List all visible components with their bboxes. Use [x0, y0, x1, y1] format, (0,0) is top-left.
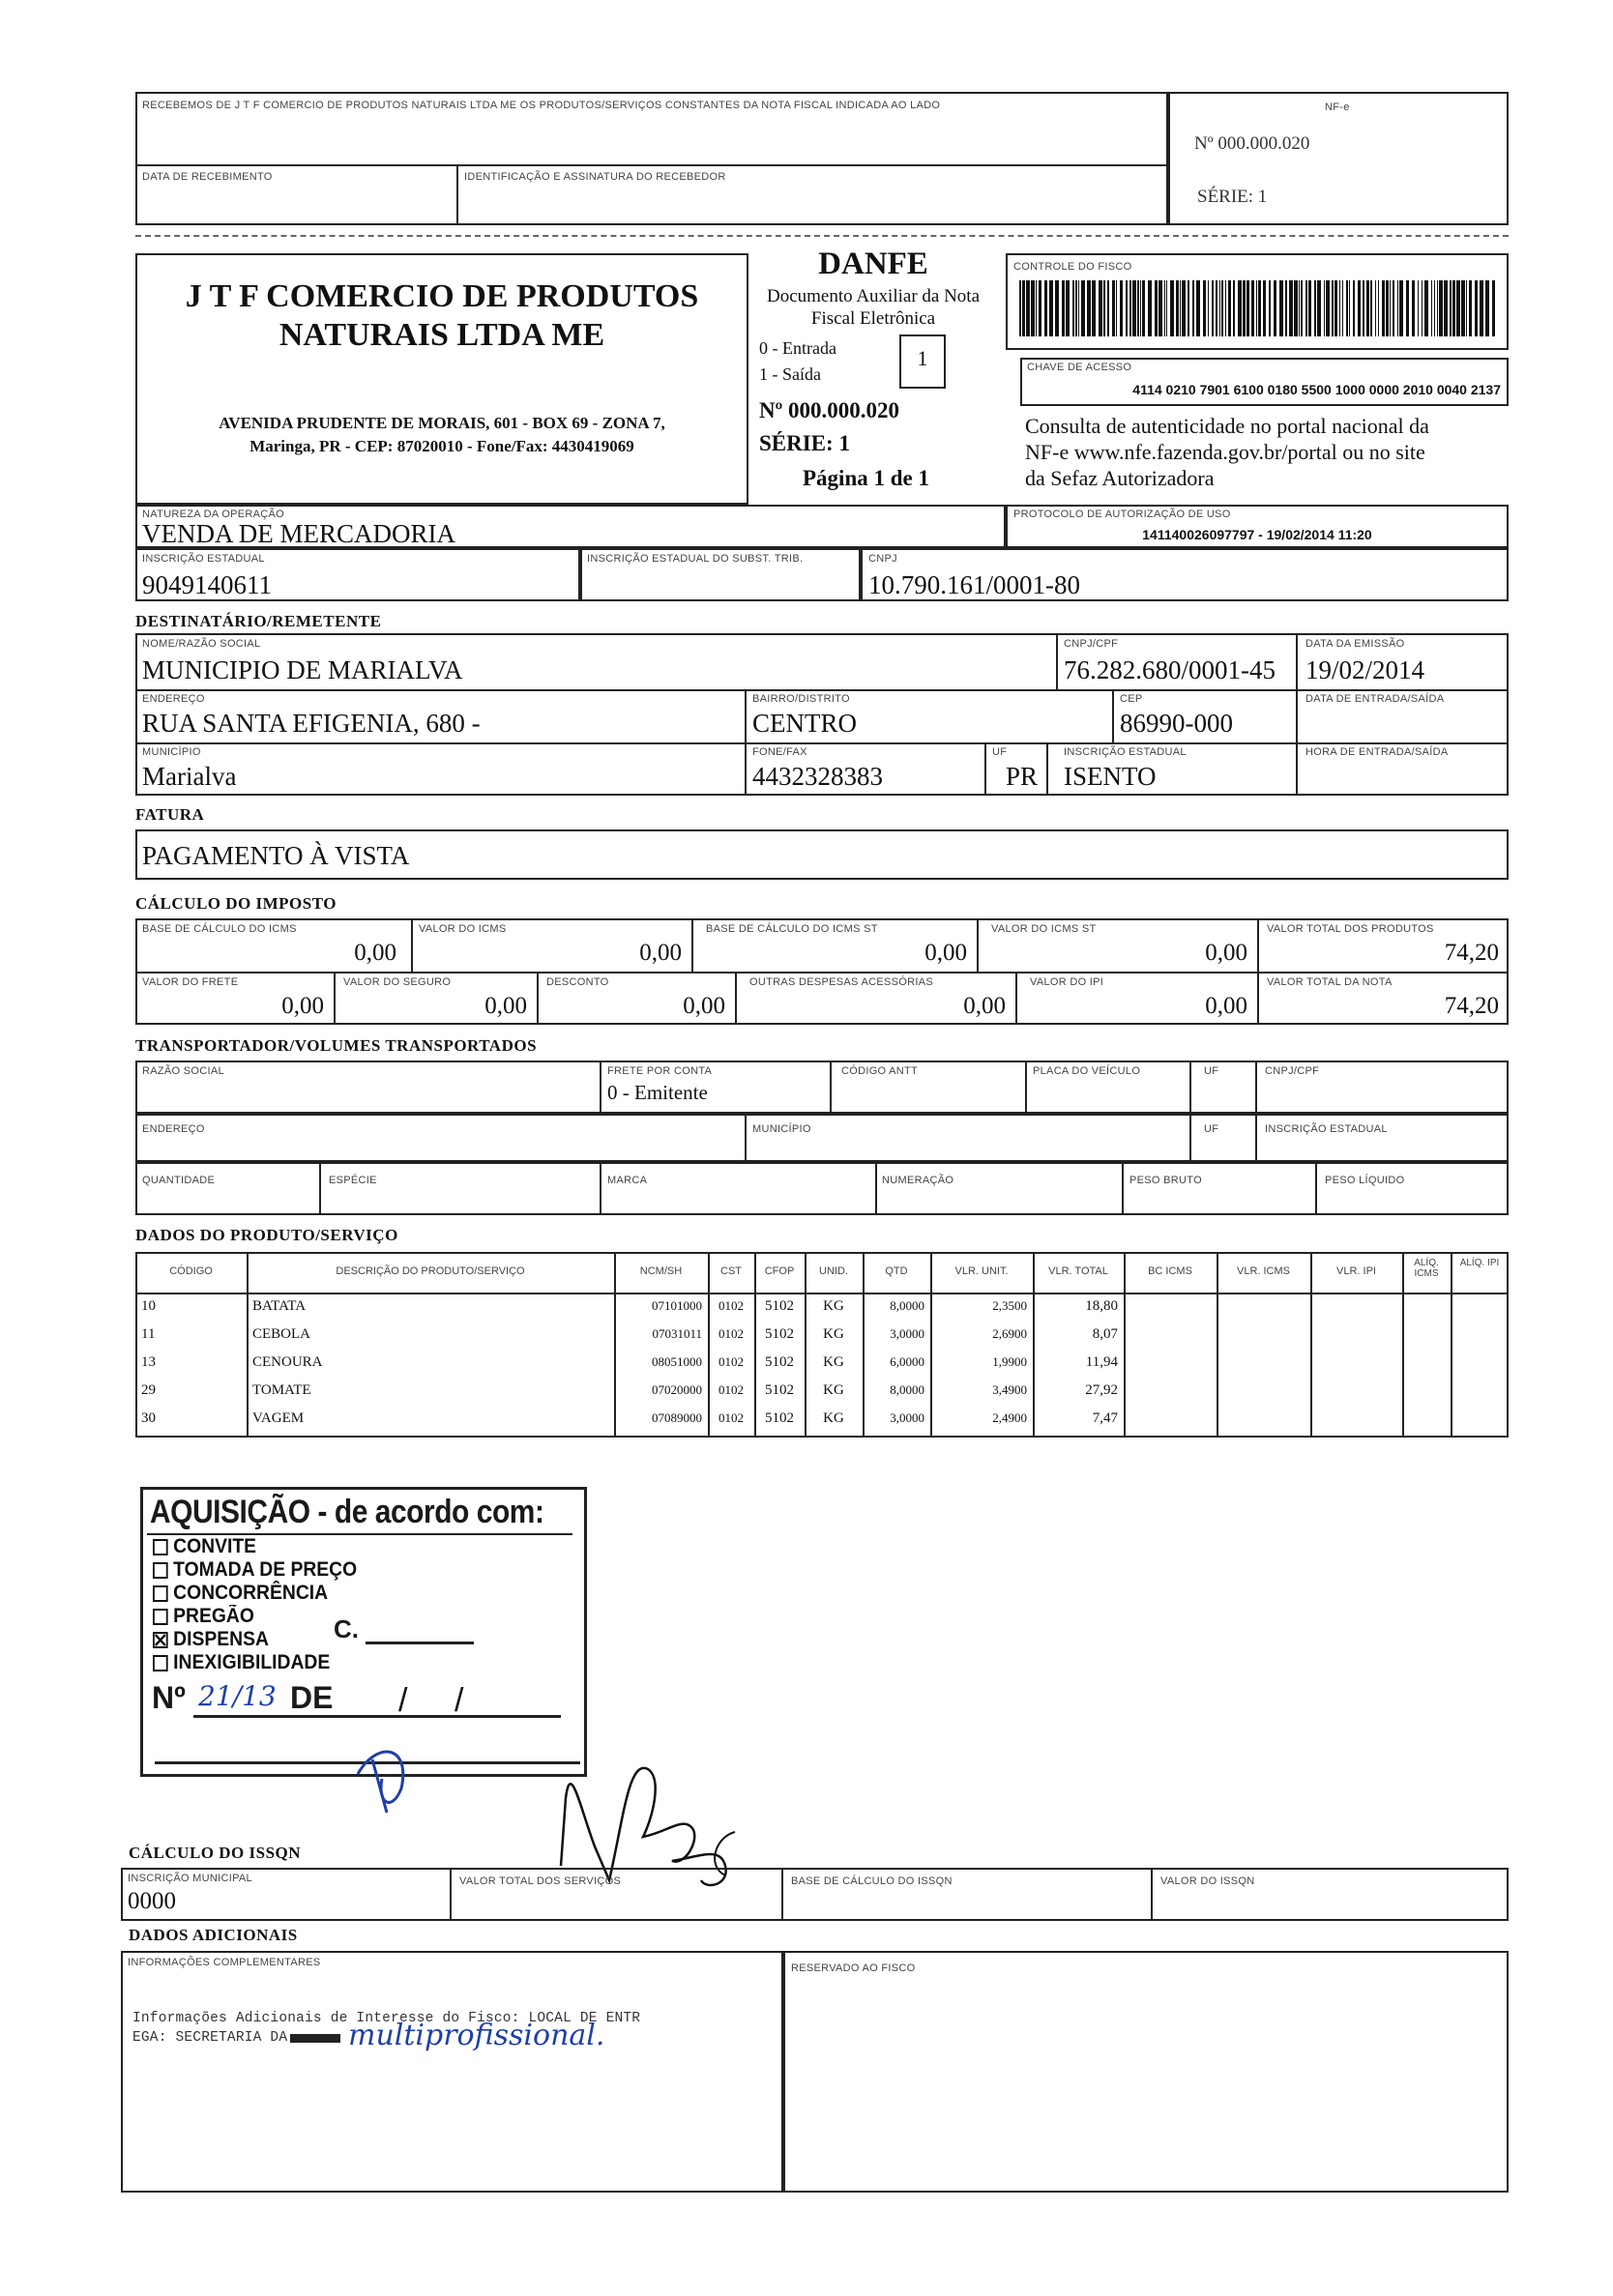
other-value: 0,00 — [963, 993, 1006, 1019]
invoice-section-title: FATURA — [135, 805, 205, 824]
transport-r3-div2 — [600, 1162, 601, 1215]
product-cell-unit: KG — [823, 1354, 844, 1370]
product-cell-ncm: 07020000 — [652, 1382, 702, 1397]
transport-uf2-label: UF — [1204, 1123, 1219, 1135]
danfe-saida: 1 - Saída — [759, 364, 821, 384]
stamp-option — [153, 1628, 357, 1651]
recipient-col-divider-a — [1056, 633, 1058, 689]
products-col-divider — [930, 1252, 932, 1438]
product-cell-desc: TOMATE — [252, 1382, 311, 1398]
stamp-slash-2: / — [455, 1682, 464, 1719]
products-col-divider — [1033, 1252, 1035, 1438]
stamp-option — [153, 1558, 357, 1582]
access-key-label: CHAVE DE ACESSO — [1027, 362, 1132, 373]
stamp-option — [153, 1582, 357, 1605]
recipient-section-title: DESTINATÁRIO/REMETENTE — [135, 612, 382, 630]
products-header-cell: UNID. — [819, 1265, 848, 1277]
checkbox-icon — [153, 1632, 168, 1648]
checkbox-icon — [153, 1655, 168, 1671]
transport-qty-label: QUANTIDADE — [142, 1175, 216, 1186]
recipient-cep-label: CEP — [1120, 693, 1143, 705]
recipient-ie-value: ISENTO — [1064, 762, 1157, 791]
issqn-section-title: CÁLCULO DO ISSQN — [129, 1844, 302, 1862]
transport-r1-div4 — [1189, 1061, 1191, 1114]
checkbox-icon — [153, 1585, 168, 1602]
checkbox-icon — [153, 1539, 168, 1555]
product-cell-desc: BATATA — [252, 1298, 307, 1314]
danfe-page: Página 1 de 1 — [803, 466, 929, 490]
checkbox-icon — [153, 1609, 168, 1625]
product-cell-code: 11 — [141, 1326, 156, 1342]
products-section-title: DADOS DO PRODUTO/SERVIÇO — [135, 1226, 398, 1244]
products-header-divider — [135, 1293, 1509, 1294]
entry-time-label: HORA DE ENTRADA/SAÍDA — [1305, 746, 1449, 758]
receipt-declaration: RECEBEMOS DE J T F COMERCIO DE PRODUTOS NATURAIS LTDA ME OS PRODUTOS/SERVIÇOS CONSTANTES DA NOTA FISCAL INDICADA AO LADO — [142, 100, 941, 111]
consult-line3: da Sefaz Autorizadora — [1025, 466, 1215, 490]
products-col-divider — [614, 1252, 616, 1438]
stamp-number-handwritten: 21/13 — [198, 1680, 277, 1712]
ipi-value: 0,00 — [1205, 993, 1247, 1019]
products-col-divider — [863, 1252, 865, 1438]
products-header-cell: ALÍQ. ICMS — [1414, 1258, 1439, 1279]
base-icms-value: 0,00 — [354, 940, 396, 966]
product-cell-desc: CENOURA — [252, 1354, 323, 1370]
product-cell-cst: 0102 — [719, 1326, 744, 1341]
recipient-city-value: Marialva — [142, 762, 237, 791]
icms-value: 0,00 — [639, 940, 682, 966]
product-cell-unit: KG — [823, 1326, 844, 1342]
product-cell-cst: 0102 — [719, 1382, 744, 1397]
danfe-number: Nº 000.000.020 — [759, 398, 899, 422]
icms-label: VALOR DO ICMS — [419, 923, 507, 935]
transport-brand-label: MARCA — [607, 1175, 648, 1186]
transport-r2-div3 — [1255, 1114, 1257, 1162]
receipt-signature-label: IDENTIFICAÇÃO E ASSINATURA DO RECEBEDOR — [464, 171, 726, 183]
product-cell-cfop: 5102 — [765, 1410, 794, 1426]
tax-col-divider-1 — [411, 918, 413, 972]
issuer-name-line2: NATURAIS LTDA ME — [279, 317, 605, 353]
transport-r1-div5 — [1255, 1061, 1257, 1114]
product-cell-total: 18,80 — [1085, 1298, 1118, 1314]
product-cell-unit_price: 1,9900 — [992, 1354, 1027, 1369]
product-cell-cfop: 5102 — [765, 1298, 794, 1314]
danfe-title: DANFE — [818, 247, 928, 281]
checkbox-icon — [153, 1562, 168, 1579]
nature-label: NATUREZA DA OPERAÇÃO — [142, 509, 284, 520]
transport-r3-div3 — [875, 1162, 877, 1215]
ie-st-label: INSCRIÇÃO ESTADUAL DO SUBST. TRIB. — [587, 553, 804, 565]
issqn-municipal-value: 0000 — [128, 1888, 176, 1914]
recipient-cnpj-label: CNPJ/CPF — [1064, 638, 1119, 650]
recipient-col-divider-c — [745, 689, 747, 796]
product-cell-ncm: 07101000 — [652, 1298, 702, 1313]
additional-info-redaction — [290, 2034, 340, 2043]
protocol-label: PROTOCOLO DE AUTORIZAÇÃO DE USO — [1013, 509, 1231, 520]
issqn-services-label: VALOR TOTAL DOS SERVIÇOS — [459, 1875, 622, 1887]
recipient-cnpj-value: 76.282.680/0001-45 — [1064, 655, 1276, 684]
base-icms-label: BASE DE CÁLCULO DO ICMS — [142, 923, 297, 935]
stamp-option — [153, 1605, 357, 1628]
recipient-district-value: CENTRO — [752, 709, 857, 738]
recipient-address-value: RUA SANTA EFIGENIA, 680 - — [142, 709, 481, 738]
products-header-cell: ALÍQ. IPI — [1459, 1258, 1500, 1268]
products-header-cell: CFOP — [764, 1265, 795, 1277]
issqn-div2 — [781, 1868, 783, 1921]
transport-r3-div5 — [1315, 1162, 1317, 1215]
products-col-divider — [247, 1252, 249, 1438]
cnpj-value: 10.790.161/0001-80 — [868, 570, 1080, 599]
stamp-option — [153, 1535, 357, 1558]
products-col-divider — [1124, 1252, 1126, 1438]
recipient-name-label: NOME/RAZÃO SOCIAL — [142, 638, 261, 650]
issqn-div1 — [450, 1868, 452, 1921]
recipient-uf-label: UF — [992, 746, 1008, 758]
tax-row-divider — [135, 972, 1509, 974]
products-col-divider — [1310, 1252, 1312, 1438]
transport-r3-div1 — [319, 1162, 321, 1215]
products-total-label: VALOR TOTAL DOS PRODUTOS — [1267, 923, 1434, 935]
product-cell-ncm: 08051000 — [652, 1354, 702, 1369]
product-cell-code: 10 — [141, 1298, 156, 1314]
recipient-col-divider-f — [1046, 742, 1048, 796]
icms-st-label: VALOR DO ICMS ST — [991, 923, 1097, 935]
products-col-divider — [1217, 1252, 1218, 1438]
recipient-row-divider-1 — [135, 689, 1509, 691]
product-cell-unit_price: 2,4900 — [992, 1410, 1027, 1425]
product-cell-desc: VAGEM — [252, 1410, 305, 1426]
product-cell-total: 11,94 — [1085, 1354, 1118, 1370]
transport-cnpj-label: CNPJ/CPF — [1265, 1065, 1320, 1077]
transport-section-title: TRANSPORTADOR/VOLUMES TRANSPORTADOS — [135, 1036, 538, 1055]
tax-col-divider-4 — [1257, 918, 1259, 1025]
fisco-control-label: CONTROLE DO FISCO — [1013, 261, 1132, 273]
stamp-c-label: C. — [334, 1614, 359, 1643]
product-cell-unit: KG — [823, 1298, 844, 1314]
transport-company-label: RAZÃO SOCIAL — [142, 1065, 224, 1077]
stamp-option-label: CONCORRÊNCIA — [173, 1582, 329, 1604]
danfe-subtitle-line1: Documento Auxiliar da Nota — [766, 286, 981, 306]
stamp-number-prefix: Nº — [152, 1680, 186, 1715]
product-cell-cfop: 5102 — [765, 1382, 794, 1398]
danfe-subtitle-line2: Fiscal Eletrônica — [810, 308, 936, 329]
product-cell-unit_price: 2,3500 — [992, 1298, 1027, 1313]
product-cell-code: 30 — [141, 1410, 156, 1426]
products-col-divider — [1402, 1252, 1404, 1438]
product-cell-qty: 8,0000 — [890, 1382, 924, 1397]
discount-value: 0,00 — [683, 993, 725, 1019]
product-cell-unit: KG — [823, 1382, 844, 1398]
protocol-value: 141140026097797 - 19/02/2014 11:20 — [1142, 527, 1372, 542]
products-col-divider — [1451, 1252, 1452, 1438]
transport-ie-label: INSCRIÇÃO ESTADUAL — [1265, 1123, 1388, 1135]
barcode — [1015, 280, 1499, 338]
receipt-date-label: DATA DE RECEBIMENTO — [142, 171, 273, 183]
tax-col-divider-5 — [334, 972, 336, 1025]
nature-value: VENDA DE MERCADORIA — [142, 519, 455, 548]
stamp-option-label: PREGÃO — [173, 1605, 254, 1627]
transport-plate-label: PLACA DO VEÍCULO — [1033, 1065, 1141, 1077]
products-header-cell: VLR. IPI — [1336, 1265, 1376, 1277]
stamp-option-label: DISPENSA — [173, 1628, 269, 1650]
product-cell-total: 8,07 — [1092, 1326, 1118, 1342]
recipient-phone-label: FONE/FAX — [752, 746, 807, 758]
discount-label: DESCONTO — [546, 976, 609, 988]
products-header-cell: VLR. ICMS — [1236, 1265, 1290, 1277]
freight-value: 0,00 — [281, 993, 324, 1019]
transport-gross-label: PESO BRUTO — [1129, 1175, 1202, 1186]
products-col-divider — [754, 1252, 756, 1438]
additional-info-label: INFORMAÇÕES COMPLEMENTARES — [128, 1957, 321, 1968]
base-icms-st-label: BASE DE CÁLCULO DO ICMS ST — [706, 923, 878, 935]
transport-city-label: MUNICÍPIO — [752, 1123, 811, 1135]
additional-section-title: DADOS ADICIONAIS — [129, 1926, 298, 1944]
recipient-uf-value: PR — [1006, 762, 1039, 791]
receipt-nfe-label: NF-e — [1325, 102, 1350, 113]
receipt-vdivider — [456, 164, 458, 225]
ie-label: INSCRIÇÃO ESTADUAL — [142, 553, 265, 565]
consult-line2: NF-e www.nfe.fazenda.gov.br/portal ou no site — [1025, 440, 1425, 464]
product-cell-code: 29 — [141, 1382, 156, 1398]
products-header-cell: BC ICMS — [1148, 1265, 1192, 1277]
transport-uf-label: UF — [1204, 1065, 1219, 1077]
base-icms-st-value: 0,00 — [924, 940, 967, 966]
consult-line1: Consulta de autenticidade no portal nacional da — [1025, 414, 1429, 438]
transport-r1-div2 — [830, 1061, 832, 1114]
products-col-divider — [805, 1252, 806, 1438]
tax-section-title: CÁLCULO DO IMPOSTO — [135, 894, 337, 913]
insurance-value: 0,00 — [484, 993, 527, 1019]
receipt-serie: SÉRIE: 1 — [1197, 187, 1268, 207]
products-header-cell: DESCRIÇÃO DO PRODUTO/SERVIÇO — [336, 1265, 525, 1277]
products-header-cell: VLR. UNIT. — [954, 1265, 1009, 1277]
products-col-divider — [708, 1252, 710, 1438]
ipi-label: VALOR DO IPI — [1030, 976, 1104, 988]
additional-info-box — [121, 1951, 783, 2193]
product-cell-qty: 3,0000 — [890, 1326, 924, 1341]
transport-antt-label: CÓDIGO ANTT — [841, 1065, 919, 1077]
additional-info-line1: Informações Adicionais de Interesse do Fisco: LOCAL DE ENTR — [132, 2011, 641, 2026]
stamp-date-prefix: DE — [290, 1680, 334, 1715]
product-cell-unit_price: 3,4900 — [992, 1382, 1027, 1397]
product-cell-qty: 3,0000 — [890, 1410, 924, 1425]
icms-st-value: 0,00 — [1205, 940, 1247, 966]
emission-label: DATA DA EMISSÃO — [1305, 638, 1405, 650]
danfe-type-value: 1 — [917, 346, 928, 370]
transport-row2 — [135, 1114, 1509, 1162]
receipt-stub — [135, 92, 1168, 225]
issuer-name-line1: J T F COMERCIO DE PRODUTOS — [185, 278, 699, 314]
product-cell-ncm: 07089000 — [652, 1410, 702, 1425]
product-cell-cst: 0102 — [719, 1354, 744, 1369]
recipient-address-label: ENDEREÇO — [142, 693, 205, 705]
stamp-option-label: INEXIGIBILIDADE — [173, 1651, 331, 1673]
stamp-option-label: TOMADA DE PREÇO — [173, 1558, 358, 1581]
transport-r2-div1 — [745, 1114, 747, 1162]
recipient-col-divider-e — [984, 742, 986, 796]
issqn-municipal-label: INSCRIÇÃO MUNICIPAL — [128, 1873, 252, 1884]
recipient-row-divider-2 — [135, 742, 1509, 744]
products-header-cell: NCM/SH — [639, 1265, 683, 1277]
recipient-ie-label: INSCRIÇÃO ESTADUAL — [1064, 746, 1187, 758]
tax-col-divider-3 — [977, 918, 979, 972]
product-cell-total: 27,92 — [1085, 1382, 1118, 1398]
recipient-name-value: MUNICIPIO DE MARIALVA — [142, 655, 463, 684]
danfe-serie: SÉRIE: 1 — [759, 431, 850, 455]
receipt-number: Nº 000.000.020 — [1194, 133, 1310, 154]
transport-freight-value: 0 - Emitente — [607, 1081, 708, 1104]
additional-info-handwritten: multiprofissional. — [348, 2019, 605, 2052]
products-header-cell: QTD — [885, 1265, 908, 1277]
tax-col-divider-2 — [691, 918, 693, 972]
invoice-value: PAGAMENTO À VISTA — [142, 841, 410, 870]
recipient-col-divider-b — [1296, 633, 1298, 796]
product-cell-code: 13 — [141, 1354, 156, 1370]
product-cell-desc: CEBOLA — [252, 1326, 310, 1342]
transport-kind-label: ESPÉCIE — [329, 1175, 377, 1186]
tax-col-divider-6 — [537, 972, 539, 1025]
recipient-phone-value: 4432328383 — [752, 762, 883, 791]
stamp-slash-1: / — [398, 1682, 408, 1719]
issqn-div3 — [1151, 1868, 1153, 1921]
transport-r2-div2 — [1189, 1114, 1191, 1162]
stamp-title: AQUISIÇÃO - de acordo com: — [150, 1494, 544, 1530]
product-cell-unit_price: 2,6900 — [992, 1326, 1027, 1341]
recipient-city-label: MUNICÍPIO — [142, 746, 201, 758]
product-cell-qty: 6,0000 — [890, 1354, 924, 1369]
stamp-option-label: CONVITE — [173, 1535, 257, 1557]
receipt-divider — [135, 164, 1168, 166]
recipient-col-divider-d — [1112, 689, 1114, 742]
issuer-address-line2: Maringa, PR - CEP: 87020010 - Fone/Fax: 4430419069 — [249, 437, 634, 455]
products-total-value: 74,20 — [1444, 940, 1499, 966]
transport-freight-label: FRETE POR CONTA — [607, 1065, 713, 1077]
additional-info-line2: EGA: SECRETARIA DA — [132, 2030, 288, 2046]
transport-r3-div4 — [1122, 1162, 1124, 1215]
cut-line — [135, 235, 1509, 237]
product-cell-qty: 8,0000 — [890, 1298, 924, 1313]
insurance-label: VALOR DO SEGURO — [343, 976, 452, 988]
stamp-options — [153, 1535, 375, 1674]
products-header-cell: CST — [720, 1265, 742, 1277]
issqn-base-label: BASE DE CÁLCULO DO ISSQN — [791, 1875, 953, 1887]
transport-numbering-label: NUMERAÇÃO — [882, 1175, 954, 1186]
other-label: OUTRAS DESPESAS ACESSÓRIAS — [749, 976, 933, 988]
products-header-cell: VLR. TOTAL — [1048, 1265, 1108, 1277]
recipient-cep-value: 86990-000 — [1120, 709, 1233, 738]
entry-date-label: DATA DE ENTRADA/SAÍDA — [1305, 693, 1445, 705]
tax-col-divider-7 — [735, 972, 737, 1025]
stamp-c-line — [366, 1642, 474, 1644]
freight-label: VALOR DO FRETE — [142, 976, 239, 988]
emission-value: 19/02/2014 — [1305, 655, 1425, 684]
invoice-total-value: 74,20 — [1444, 993, 1499, 1019]
ie-value: 9049140611 — [142, 570, 272, 599]
transport-r1-div3 — [1025, 1061, 1027, 1114]
product-cell-ncm: 07031011 — [652, 1326, 702, 1341]
issuer-address-line1: AVENIDA PRUDENTE DE MORAIS, 601 - BOX 69 - ZONA 7, — [219, 414, 665, 432]
danfe-entrada: 0 - Entrada — [759, 338, 836, 358]
stamp-option — [153, 1651, 357, 1674]
access-key-value: 4114 0210 7901 6100 0180 5500 1000 0000 2010 0040 2137 — [1132, 382, 1501, 397]
transport-net-label: PESO LÍQUIDO — [1325, 1175, 1405, 1186]
issqn-value-label: VALOR DO ISSQN — [1160, 1875, 1255, 1887]
tax-col-divider-8 — [1015, 972, 1017, 1025]
invoice-total-label: VALOR TOTAL DA NOTA — [1267, 976, 1393, 988]
transport-row3 — [135, 1162, 1509, 1215]
transport-r1-div1 — [600, 1061, 601, 1114]
transport-address-label: ENDEREÇO — [142, 1123, 205, 1135]
cnpj-label: CNPJ — [868, 553, 897, 565]
product-cell-cfop: 5102 — [765, 1326, 794, 1342]
reserved-box — [783, 1951, 1509, 2193]
product-cell-cst: 0102 — [719, 1410, 744, 1425]
products-header-cell: CÓDIGO — [169, 1265, 213, 1277]
reserved-label: RESERVADO AO FISCO — [791, 1962, 916, 1974]
product-cell-cfop: 5102 — [765, 1354, 794, 1370]
product-cell-unit: KG — [823, 1410, 844, 1426]
product-cell-cst: 0102 — [719, 1298, 744, 1313]
recipient-district-label: BAIRRO/DISTRITO — [752, 693, 850, 705]
product-cell-total: 7,47 — [1092, 1410, 1118, 1426]
